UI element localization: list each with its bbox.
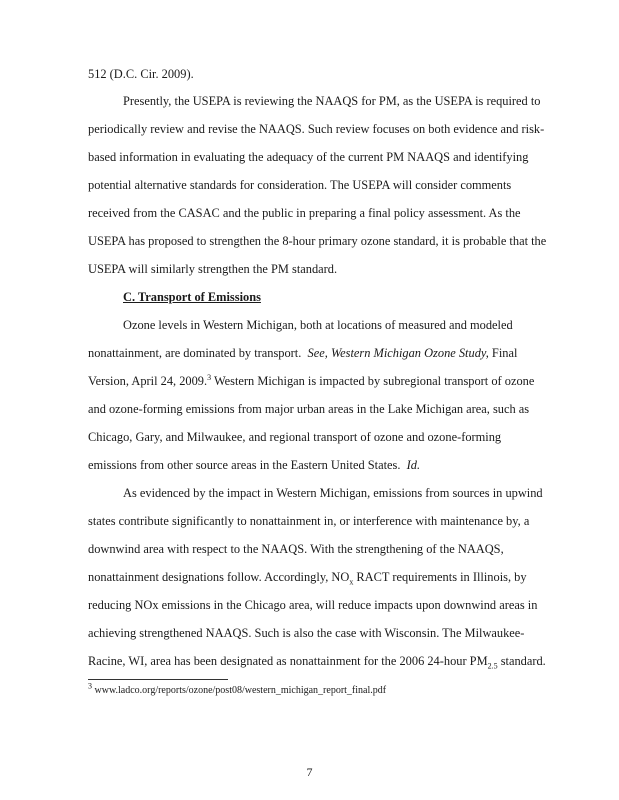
footnote-ref: 3	[207, 372, 212, 382]
footnote-url[interactable]: www.ladco.org/reports/ozone/post08/western_michigan_report_final.pdf	[92, 685, 387, 696]
see-signal: See,	[307, 346, 328, 360]
p2-line-2-text: nonattainment, are dominated by transport.	[88, 346, 302, 360]
text-line-8: USEPA will similarly strengthen the PM standard.	[88, 262, 338, 276]
p3-line-3: downwind area with respect to the NAAQS. With the strengthening of the NAAQS,	[88, 542, 504, 556]
p3-line-4	[88, 569, 527, 585]
p3-line-2: states contribute significantly to nonattainment in, or interference with maintenance by, a	[88, 514, 530, 528]
p3-line-7b: standard.	[497, 654, 546, 668]
p2-line-5: Chicago, Gary, and Milwaukee, and regional transport of ozone and ozone-forming	[88, 430, 502, 444]
text-line-6: received from the CASAC and the public in preparing a final policy assessment. As the	[88, 206, 521, 220]
p3-line-6: achieving strengthened NAAQS. Such is also the case with Wisconsin. The Milwaukee-	[88, 626, 525, 640]
text-line-5: potential alternative standards for consideration. The USEPA will consider comments	[88, 178, 512, 192]
text-line-1: 512 (D.C. Cir. 2009).	[88, 67, 194, 81]
id-citation: Id.	[406, 458, 421, 472]
page-number: 7	[306, 765, 313, 779]
p2-line-3a: Version, April 24, 2009.	[88, 374, 208, 388]
section-heading: C. Transport of Emissions	[123, 290, 261, 304]
footnote	[88, 681, 387, 697]
p2-line-4: and ozone-forming emissions from major urban areas in the Lake Michigan area, such as	[88, 402, 530, 416]
p2-line-1: Ozone levels in Western Michigan, both at locations of measured and modeled	[123, 318, 513, 332]
pm-subscript: 2.5	[487, 661, 498, 671]
p3-line-5: reducing NOx emissions in the Chicago area, will reduce impacts upon downwind areas in	[88, 598, 538, 612]
final-word: Final	[491, 346, 518, 360]
footnote-number: 3	[88, 681, 92, 691]
p2-line-2	[88, 345, 517, 361]
p2-line-6-text: emissions from other source areas in the Eastern United States.	[88, 458, 401, 472]
p3-line-7a: Racine, WI, area has been designated as nonattainment for the 2006 24-hour PM	[88, 654, 488, 668]
nox-subscript: x	[349, 577, 354, 587]
text-line-2: Presently, the USEPA is reviewing the NAAQS for PM, as the USEPA is required to	[123, 94, 541, 108]
footnote-divider	[88, 679, 228, 680]
text-line-3: periodically review and revise the NAAQS. Such review focuses on both evidence and risk-	[88, 122, 545, 136]
p3-line-4a: nonattainment designations follow. Accordingly, NO	[88, 570, 350, 584]
p3-line-7	[88, 653, 546, 669]
text-line-7: USEPA has proposed to strengthen the 8-hour primary ozone standard, it is probable that the	[88, 234, 547, 248]
p2-line-6	[88, 457, 420, 473]
p2-line-3	[88, 373, 534, 389]
study-citation: Western Michigan Ozone Study,	[330, 346, 489, 360]
text-line-4: based information in evaluating the adequacy of the current PM NAAQS and identifying	[88, 150, 529, 164]
p3-line-4b: RACT requirements in Illinois, by	[353, 570, 527, 584]
p3-line-1: As evidenced by the impact in Western Michigan, emissions from sources in upwind	[123, 486, 543, 500]
p2-line-3b: Western Michigan is impacted by subregional transport of ozone	[211, 374, 535, 388]
